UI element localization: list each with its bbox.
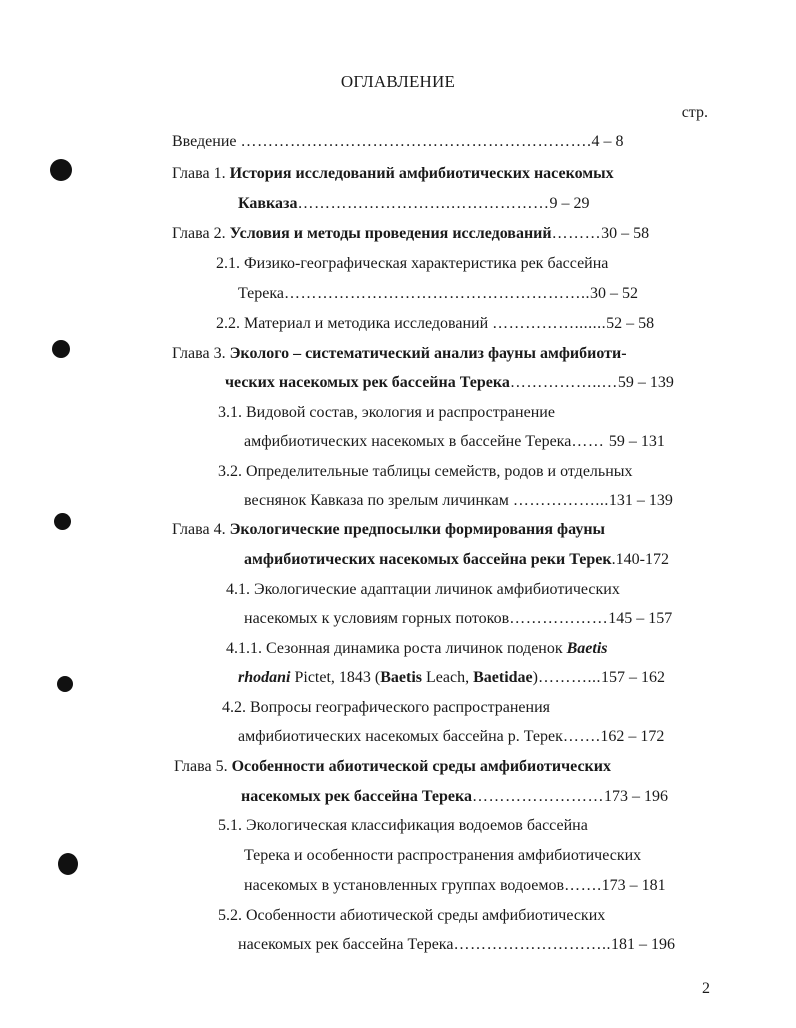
- toc-pages: 162 – 172: [600, 728, 665, 745]
- toc-dots: ………………………..: [453, 936, 611, 953]
- toc-entry-chapter-5: [174, 757, 611, 777]
- toc-title: ческих насекомых рек бассейна Терека: [225, 374, 510, 391]
- toc-title: Терека: [238, 285, 284, 302]
- toc-entry-chapter-1-cont: [238, 194, 589, 214]
- toc-entry-2-1-cont: [238, 284, 638, 304]
- toc-title: 2.1. Физико-географическая характеристика рек бассейна: [216, 255, 609, 272]
- toc-title: амфибиотических насекомых в бассейне Терека: [244, 433, 572, 450]
- toc-dots: ……………………………………………………….: [240, 133, 592, 150]
- page-column-label: стр.: [681, 104, 708, 121]
- toc-title: Условия и методы проведения исследований: [229, 225, 552, 242]
- toc-entry-4-2-cont: [238, 727, 664, 747]
- toc-pages: 145 – 157: [608, 610, 673, 627]
- toc-entry-4-2: [222, 698, 550, 718]
- toc-entry-5-2: [218, 906, 605, 926]
- toc-title: веснянок Кавказа по зрелым личинкам: [244, 492, 513, 509]
- toc-entry-4-1: [226, 580, 620, 600]
- toc-label: Введение: [172, 133, 241, 150]
- toc-dots: ……: [571, 433, 609, 450]
- toc-entry-2-2: [216, 314, 654, 334]
- toc-label: Глава 5.: [174, 758, 232, 775]
- toc-title: 4.1.1. Сезонная динамика роста личинок поденок: [226, 640, 567, 657]
- toc-title: 2.2. Материал и методика исследований: [216, 315, 493, 332]
- binding-hole-mark: [54, 513, 71, 530]
- toc-taxon: rhodani: [238, 669, 291, 686]
- toc-pages: 9 – 29: [549, 195, 590, 212]
- toc-entry-chapter-5-cont: [241, 787, 668, 807]
- toc-dots: ………………………………………………..: [284, 285, 590, 302]
- toc-title: 5.2. Особенности абиотической среды амфибиотических: [218, 907, 606, 924]
- toc-title: Кавказа: [238, 195, 298, 212]
- toc-taxon: Baetis: [566, 640, 608, 657]
- toc-title: 5.1. Экологическая классификация водоемов бассейна: [218, 817, 588, 834]
- toc-entry-chapter-2: [172, 224, 649, 244]
- toc-entry-3-1: [218, 403, 555, 423]
- toc-pages: 59 – 131: [608, 433, 665, 450]
- page-number: 2: [702, 980, 710, 997]
- toc-title: История исследований амфибиотических насекомых: [229, 165, 614, 182]
- toc-dots: ………………: [509, 610, 609, 627]
- toc-taxon: Baetidae: [473, 669, 533, 686]
- toc-entry-intro: [172, 132, 624, 152]
- toc-pages: 30 – 58: [601, 225, 650, 242]
- toc-dots: ………: [551, 225, 602, 242]
- toc-dots: ……………………: [472, 788, 605, 805]
- toc-entry-chapter-4-cont: [244, 550, 669, 570]
- toc-entry-4-1-1-cont: [238, 668, 665, 688]
- toc-title: 4.2. Вопросы географического распространения: [222, 699, 551, 716]
- toc-title: Экологические предпосылки формирования фауны: [229, 521, 606, 538]
- toc-dots: …….: [562, 728, 601, 745]
- toc-pages: 30 – 52: [590, 285, 638, 302]
- toc-label: Глава 4.: [172, 521, 230, 538]
- toc-entry-2-1: [216, 254, 608, 274]
- toc-pages: 173 – 196: [604, 788, 669, 805]
- toc-title: 4.1. Экологические адаптации личинок амфибиотических: [226, 581, 620, 598]
- toc-entry-5-2-cont: [238, 935, 675, 955]
- page-title: ОГЛАВЛЕНИЕ: [340, 72, 456, 91]
- toc-dots: ……………………….………………: [297, 195, 550, 212]
- toc-title: Эколого – систематический анализ фауны амфибиоти-: [229, 345, 627, 362]
- toc-dots: ………...: [537, 669, 601, 686]
- toc-entry-5-1: [218, 816, 588, 836]
- toc-dots: ……………..…: [509, 374, 618, 391]
- toc-entry-3-2: [218, 462, 633, 482]
- toc-entry-3-2-cont: [244, 491, 673, 511]
- toc-title: насекомых в установленных группах водоемов: [244, 877, 565, 894]
- toc-title: насекомых к условиям горных потоков: [244, 610, 510, 627]
- toc-pages: 52 – 58: [606, 315, 655, 332]
- toc-pages: 131 – 139: [608, 492, 673, 509]
- toc-pages: 59 – 139: [617, 374, 674, 391]
- toc-taxon: Baetis: [380, 669, 423, 686]
- toc-entry-chapter-3: [172, 344, 627, 364]
- toc-title: амфибиотических насекомых бассейна р. Терек: [238, 728, 563, 745]
- toc-entry-chapter-1: [172, 164, 614, 184]
- toc-title: Особенности абиотической среды амфибиотических: [231, 758, 611, 775]
- toc-entry-5-1-cont2: [244, 876, 666, 896]
- toc-title: амфибиотических насекомых бассейна реки Терек: [244, 551, 612, 568]
- toc-entry-4-1-cont: [244, 609, 672, 629]
- toc-entry-3-1-cont: [244, 432, 665, 452]
- toc-dots: …………….......: [492, 315, 607, 332]
- toc-title: насекомых рек бассейна Терека: [238, 936, 454, 953]
- binding-hole-mark: [58, 853, 78, 875]
- toc-label: Глава 2.: [172, 225, 230, 242]
- toc-pages: 181 – 196: [610, 936, 675, 953]
- toc-pages: .140-172: [611, 551, 669, 568]
- toc-dots: ……………...: [512, 492, 609, 509]
- toc-title: насекомых рек бассейна Терека: [241, 788, 473, 805]
- toc-entry-5-1-cont: [244, 846, 641, 866]
- toc-title: Pictet, 1843 (: [290, 669, 381, 686]
- toc-entry-chapter-3-cont: [225, 373, 674, 393]
- toc-pages: 4 – 8: [591, 133, 624, 150]
- toc-title: 3.2. Определительные таблицы семейств, родов и отдельных: [218, 463, 633, 480]
- binding-hole-mark: [57, 676, 73, 692]
- toc-pages: 173 – 181: [601, 877, 666, 894]
- toc-entry-chapter-4: [172, 520, 605, 540]
- toc-label: Глава 1.: [172, 165, 230, 182]
- toc-entry-4-1-1: [226, 639, 608, 659]
- toc-title: ): [532, 669, 538, 686]
- toc-pages: 157 – 162: [600, 669, 665, 686]
- toc-title: 3.1. Видовой состав, экология и распространение: [218, 404, 555, 421]
- binding-hole-mark: [52, 340, 70, 358]
- toc-label: Глава 3.: [172, 345, 230, 362]
- binding-hole-mark: [50, 159, 72, 181]
- toc-title: Leach,: [422, 669, 474, 686]
- toc-dots: …….: [564, 877, 602, 894]
- toc-title: Терека и особенности распространения амфибиотических: [244, 847, 642, 864]
